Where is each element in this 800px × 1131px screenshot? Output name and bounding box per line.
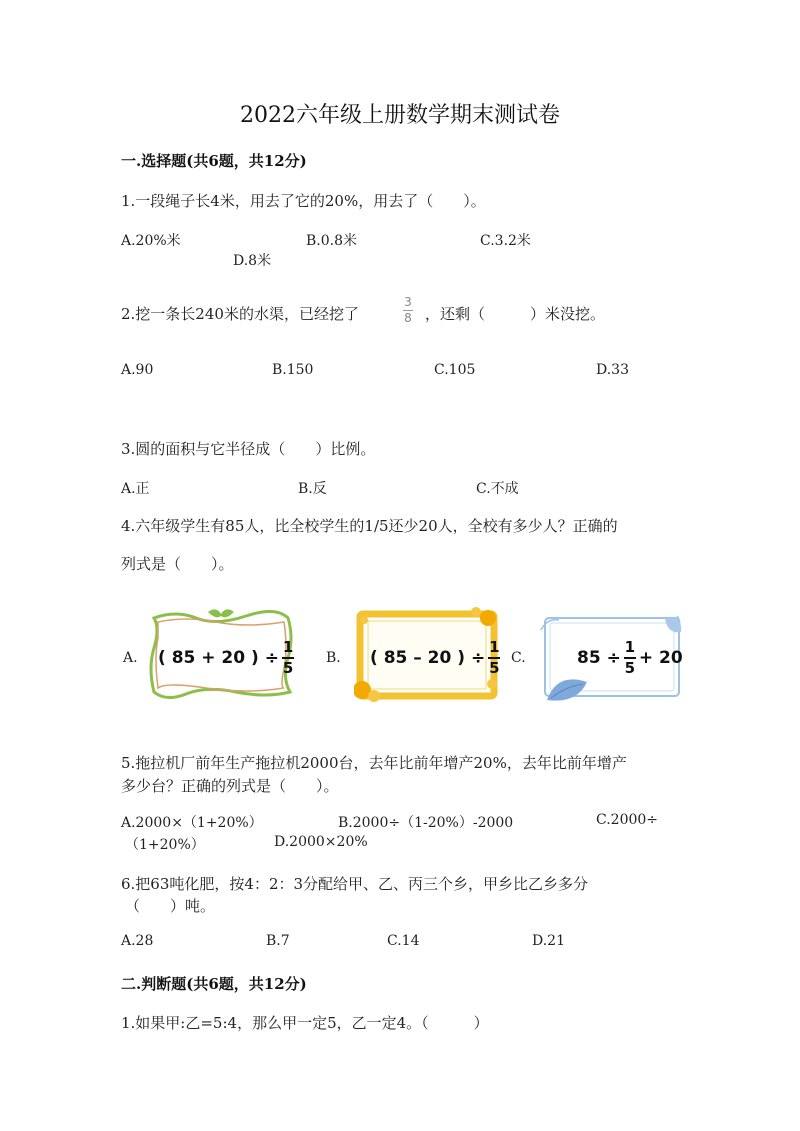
judgement-question-1-text: 1.如果甲:乙=5:4，那么甲一定5，乙一定4。（ ） [121, 1014, 489, 1032]
q4-expression-a [158, 640, 297, 676]
q5-option-d: D.2000×20% [274, 834, 368, 850]
expr-a-num: 1 [282, 638, 294, 656]
section-heading-judgement: 二.判断题(共6题，共12分) [121, 975, 307, 993]
fraction-three-eighths [403, 296, 413, 325]
q4-label-b: B. [326, 650, 341, 666]
q1-option-b: B.0.8米 [306, 233, 358, 249]
q4-expression-c [577, 640, 683, 676]
expr-a-fraction [282, 640, 294, 676]
q6-option-c: C.14 [387, 933, 420, 949]
question-1-text: 1.一段绳子长4米，用去了它的20%，用去了（ ）。 [121, 192, 486, 210]
question-6-text-line1: 6.把63吨化肥，按4：2：3分配给甲、乙、丙三个乡，甲乡比乙乡多分 [121, 875, 589, 893]
expr-b-fraction [488, 640, 500, 676]
q4-label-a: A. [123, 650, 138, 666]
fraction-denominator: 8 [404, 311, 412, 325]
expr-c-num: 1 [624, 638, 636, 656]
q4-expression-b [370, 640, 503, 676]
question-4-text-line1: 4.六年级学生有85人，比全校学生的1/5还少20人，全校有多少人？正确的 [121, 517, 618, 535]
question-3-text: 3.圆的面积与它半径成（ ）比例。 [121, 440, 376, 458]
q1-option-d: D.8米 [233, 253, 272, 269]
section-heading-choice: 一.选择题(共6题，共12分) [121, 152, 307, 170]
q5-option-c: C.2000÷ [596, 812, 659, 828]
q5-option-a: A.2000×（1+20%） [121, 815, 263, 831]
expr-b-operator: ÷ [471, 648, 486, 668]
q5-option-b: B.2000÷（1-20%）-2000 [338, 815, 514, 831]
q3-option-a: A.正 [121, 481, 150, 497]
expr-b-den: 5 [489, 659, 500, 677]
q5-option-c-cont: （1+20%） [125, 837, 205, 853]
q1-option-c: C.3.2米 [480, 233, 531, 249]
expr-c-tail: + 20 [638, 648, 683, 668]
q2-option-c: C.105 [434, 362, 476, 378]
question-4-text-line2: 列式是（ ）。 [121, 555, 234, 573]
question-5-text-line1: 5.拖拉机厂前年生产拖拉机2000台，去年比前年增产20%，去年比前年增产 [121, 754, 627, 772]
q6-option-b: B.7 [266, 933, 290, 949]
page-title: 2022六年级上册数学期末测试卷 [240, 103, 560, 128]
question-2-text-before: 2.挖一条长240米的水渠，已经挖了 [121, 305, 359, 323]
q3-option-b: B.反 [298, 481, 327, 497]
expr-a-operator: ÷ [264, 648, 280, 668]
expr-a-group: ( 85 + 20 ) [158, 648, 259, 668]
expr-b-num: 1 [489, 638, 500, 656]
q2-option-d: D.33 [596, 362, 629, 378]
expr-c-fraction [624, 640, 636, 676]
expr-a-den: 5 [282, 659, 294, 677]
q6-option-a: A.28 [121, 933, 154, 949]
q3-option-c: C.不成 [476, 481, 519, 497]
q2-option-a: A.90 [121, 362, 154, 378]
q6-option-d: D.21 [532, 933, 565, 949]
expr-c-den: 5 [624, 659, 636, 677]
question-5-text-line2: 多少台？正确的列式是（ ）。 [121, 777, 339, 795]
question-2-text-after: ，还剩（ ）米没挖。 [425, 305, 606, 323]
question-6-text-line2: （ ）吨。 [125, 897, 216, 915]
expr-c-lead: 85 ÷ [577, 648, 621, 668]
q2-option-b: B.150 [272, 362, 314, 378]
expr-b-group: ( 85 – 20 ) [370, 648, 466, 668]
q4-label-c: C. [511, 650, 526, 666]
fraction-numerator: 3 [404, 295, 412, 309]
q1-option-a: A.20%米 [121, 233, 181, 249]
